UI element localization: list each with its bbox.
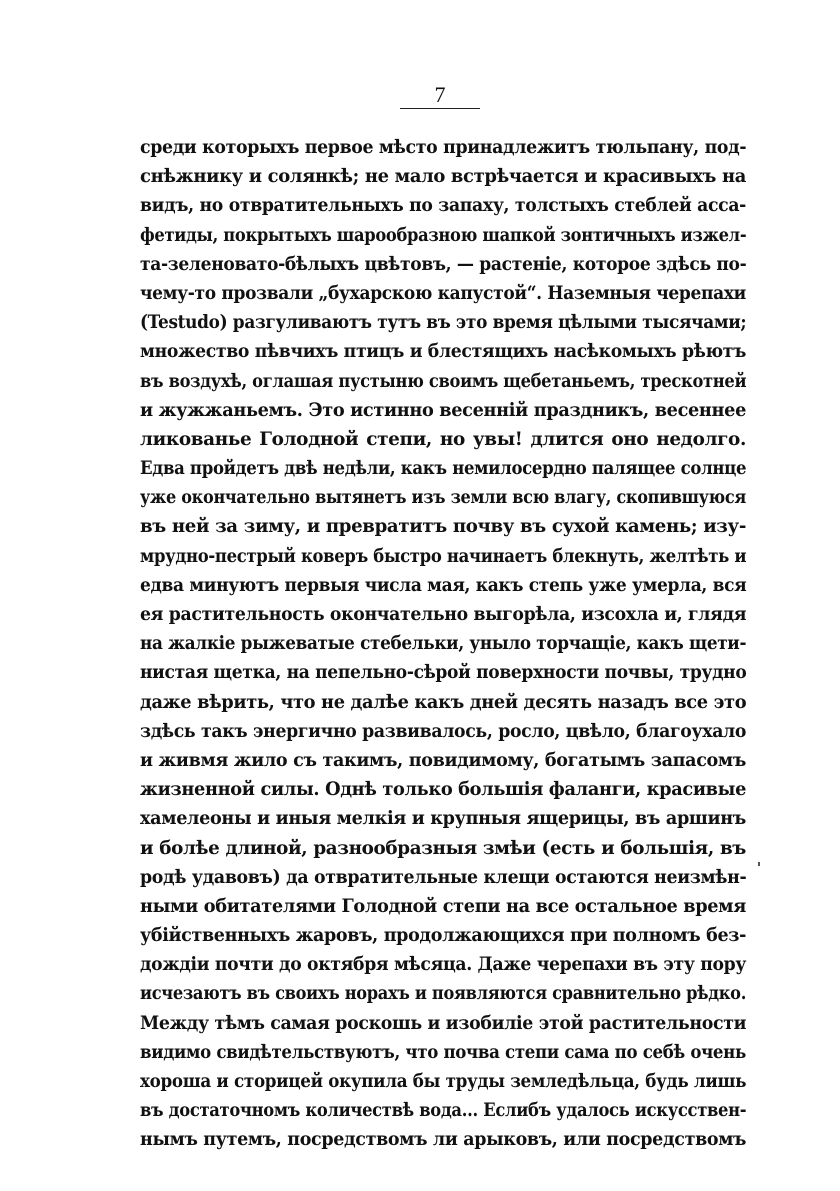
text-line: и болѣе длиной, разнообразныя змѣи (есть и большiя, въ — [140, 837, 747, 859]
text-line: исчезаютъ въ своихъ норахъ и появляются сравнительно рѣдко. — [140, 983, 747, 1005]
text-line: убiйственныхъ жаровъ, продолжающихся при полномъ без- — [140, 925, 747, 947]
text-line: видъ, но отвратительныхъ по запаху, толстыхъ стеблей асса- — [140, 195, 746, 217]
text-line: едва минуютъ первыя числа мая, какъ степь уже умерла, вся — [140, 574, 747, 596]
page-number: 7 — [434, 82, 446, 107]
text-line: жизненной силы. Однѣ только большiя фаланги, красивые — [140, 779, 747, 801]
header-rule — [400, 108, 480, 109]
text-line: снѣжнику и солянкѣ; не мало встрѣчается и красивыхъ на — [140, 166, 747, 188]
text-line: родѣ удавовъ) да отвратительные клещи остаются неизмѣн- — [140, 866, 747, 888]
text-line: ея растительность окончательно выгорѣла, изсохла и, глядя — [140, 604, 747, 625]
text-line: хороша и сторицей окупила бы труды земледѣльца, будь лишь — [140, 1071, 747, 1092]
text-line: ными обитателями Голодной степи на все остальное время — [140, 895, 746, 917]
text-line: и живмя жило съ такимъ, повидимому, богатымъ запасомъ — [140, 749, 746, 771]
text-line: нымъ путемъ, посредствомъ ли арыковъ, или посредствомъ — [140, 1129, 747, 1151]
text-line: та-зеленовато-бѣлыхъ цвѣтовъ, — растенiе, которое здѣсь по- — [140, 253, 747, 275]
text-line: и жужжаньемъ. Это истинно весеннiй праздникъ, весеннее — [140, 399, 746, 421]
text-line: на жалкiе рыжеватые стебельки, уныло торчащiе, какъ щети- — [140, 633, 747, 655]
text-line: видимо свидѣтельствуютъ, что почва степи сама по себѣ очень — [140, 1041, 746, 1063]
print-speck — [758, 862, 760, 866]
body-text — [140, 133, 746, 1155]
text-line: здѣсь такъ энергично развивалось, росло, цвѣло, благоухало — [140, 720, 747, 742]
text-line: множество пѣвчихъ птицъ и блестящихъ насѣкомыхъ рѣютъ — [140, 341, 747, 363]
text-line: въ ней за зиму, и превратитъ почву въ сухой камень; изу- — [140, 516, 747, 538]
text-line: ликованье Голодной степи, но увы! длится оно недолго. — [140, 428, 746, 450]
text-line: чему-то прозвали „бухарскою капустой“. Наземныя черепахи — [140, 282, 747, 304]
text-line: дождiи почти до октября мѣсяца. Даже черепахи въ эту пору — [140, 954, 747, 976]
text-line: Едва пройдетъ двѣ недѣли, какъ немилосердно палящее солнце — [140, 458, 747, 480]
text-line: въ достаточномъ количествѣ вода... Еслибъ удалось искусствен- — [140, 1100, 747, 1122]
text-line: среди которыхъ первое мѣсто принадлежитъ тюльпану, под- — [140, 137, 747, 158]
text-line: фетиды, покрытыхъ шарообразною шапкой зонтичныхъ изжел- — [140, 224, 747, 246]
text-line: даже вѣрить, что не далѣе какъ дней десять назадъ все это — [140, 691, 747, 713]
text-line: уже окончательно вытянетъ изъ земли всю влагу, скопившуюся — [140, 487, 746, 509]
page-header — [395, 84, 485, 109]
text-line: хамелеоны и иныя мелкiя и крупныя ящерицы, въ аршинъ — [140, 808, 746, 830]
text-line: (Testudo) разгуливаютъ тутъ въ это время цѣлыми тысячами; — [140, 312, 747, 334]
text-line: мрудно-пестрый коверъ быстро начинаетъ блекнуть, желтѣть и — [140, 545, 747, 567]
text-line: Между тѣмъ самая роскошь и изобилiе этой растительности — [140, 1012, 747, 1034]
text-line: въ воздухѣ, оглашая пустыню своимъ щебетаньемъ, трескотней — [140, 370, 747, 392]
text-line: нистая щетка, на пепельно-сѣрой поверхности почвы, трудно — [140, 662, 747, 684]
